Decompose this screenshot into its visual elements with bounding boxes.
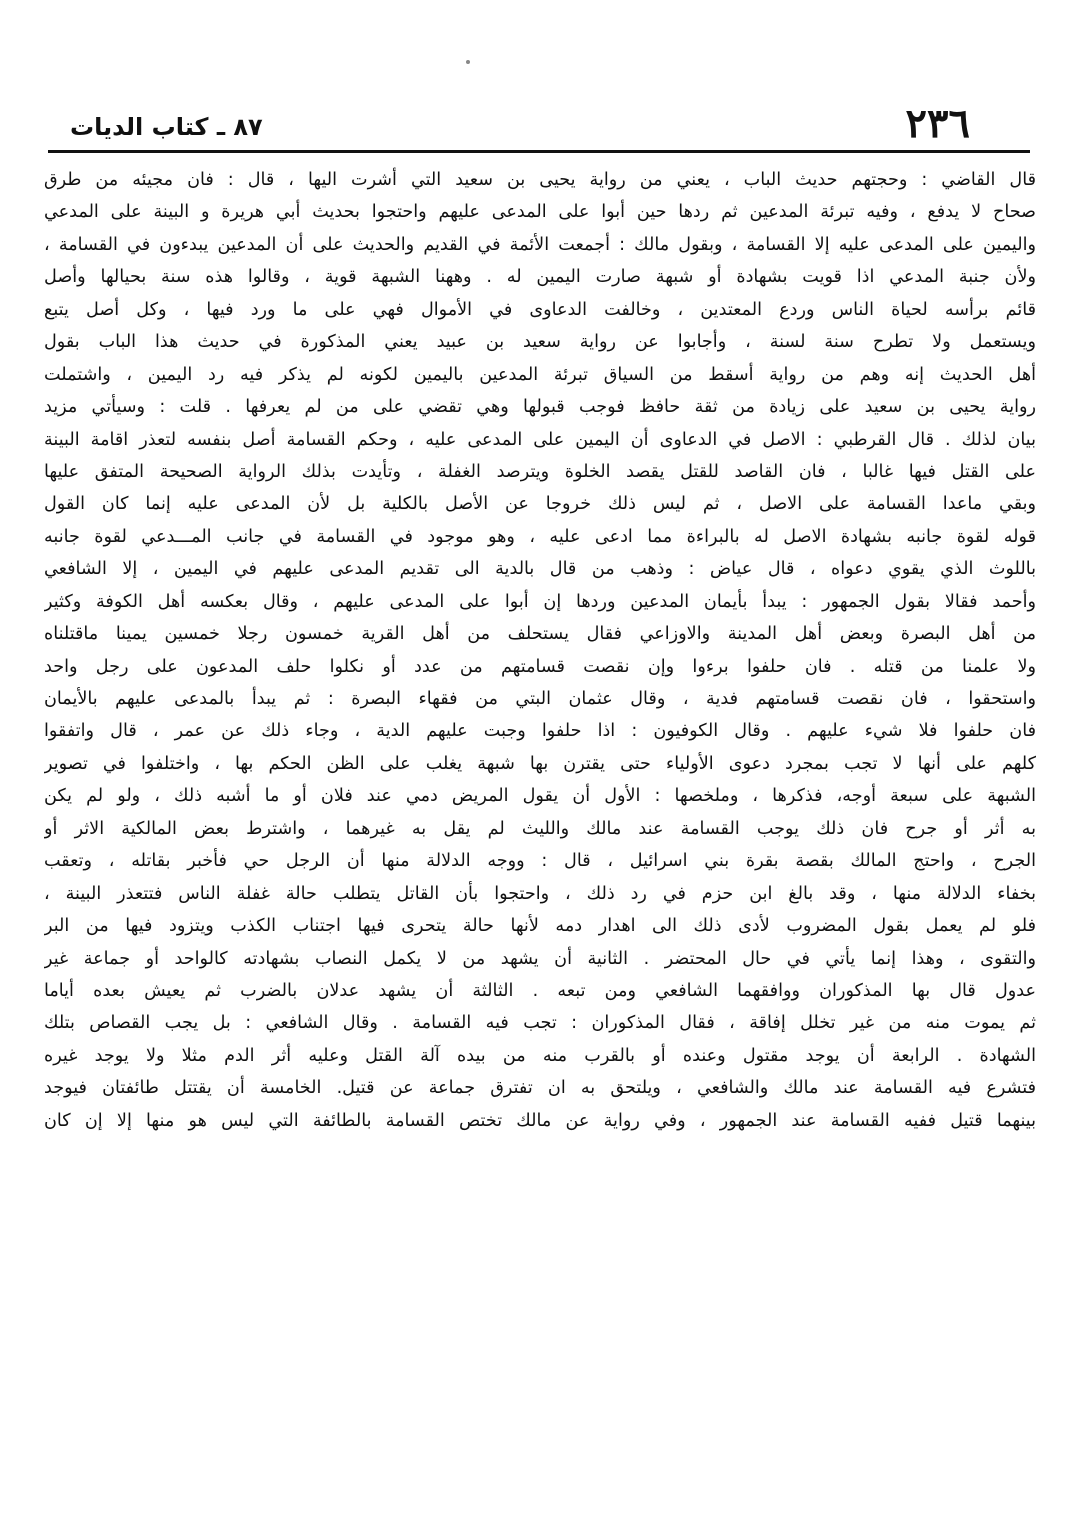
text-line: ويستعمل ولا تطرح سنة لسنة ، وأجابوا عن رواية سعيد بن عبيد يعني المذكورة في حديث هذا الباب بقول: [44, 332, 1036, 353]
text-line: به أثر أو جرح فان ذلك يوجب القسامة عند مالك والليث لم يقل به غيرهما ، واشترط بعض المالكية الاثر أو: [44, 818, 1036, 839]
text-line: بينهما قتيل ففيه القسامة عند الجمهور ، وفي رواية عن مالك تختص القسامة بالطائفة التي ليس هو منها إلا إن كان: [44, 1110, 1036, 1131]
text-line: واليمين على المدعى عليه إلا القسامة ، وبقول مالك : أجمعت الأئمة في القديم والحديث على أن المدعين يبدءون في القسامة ،: [44, 234, 1036, 255]
text-line: ولا علمنا من قتله . فان حلفوا برءوا وإن نقصت قسامتهم من عدد أو نكلوا حلف المدعون على رجل واحد: [44, 656, 1036, 677]
text-line: فان حلفوا فلا شيء عليهم . وقال الكوفيون : اذا حلفوا وجبت عليهم الدية ، وجاء ذلك عن عمر ، قال واتفقوا: [44, 721, 1036, 742]
page-header: [40, 100, 1040, 152]
text-line: صحاح لا يدفع ، وفيه تبرئة المدعين ثم ردها حين أبوا على المدعى عليهم واحتجوا بحديث أبي هريرة و البينة على المدعي: [44, 202, 1036, 223]
page-number: ٢٣٦: [905, 100, 970, 147]
running-title: ٨٧ ـ كتاب الديات: [70, 113, 263, 141]
text-line: قائم برأسه لحياة الناس وردع المعتدين ، وخالفت الدعاوى في الأموال فهي على ما ورد فيها ، وكل أصل يتبع: [44, 299, 1036, 320]
scan-speck: [466, 60, 470, 64]
text-line: وأحمد فقالا بقول الجمهور : يبدأ بأيمان المدعين وردها إن أبوا على المدعى عليهم ، وقال بعكسه أهل الكوفة وكثير: [44, 591, 1036, 612]
text-line: الجرح ، واحتج المالك بقصة بقرة بني اسرائيل ، قال : ووجه الدلالة منها أن الرجل حي فأخبر بقاتله ، وتعقب: [44, 851, 1036, 872]
text-line: بخفاء الدلالة منها ، وقد بالغ ابن حزم في رد ذلك ، واحتجوا بأن القاتل يتطلب حالة غفلة الناس فتتعذر البينة ،: [44, 883, 1036, 904]
text-line: واستحقوا ، فان نقصت قسامتهم فدية ، وقال عثمان البتي من فقهاء البصرة : ثم يبدأ بالمدعى عليهم بالأيمان: [44, 689, 1036, 709]
text-line: فلو لم يعمل بقول المضروب لأدى ذلك الى اهدار دمه لأنها حالة يتحرى فيها اجتناب الكذب ويتزود فيها من البر: [44, 916, 1036, 937]
text-line: قال القاضي : وحجتهم حديث الباب ، يعني من رواية يحيى بن سعيد التي أشرت اليها ، قال : فان مجيئه من طرق: [44, 170, 1036, 190]
text-line: باللوث الذي يقوي دعواه ، قال عياض : وذهب من قال بالدية الى تقديم المدعى عليهم في اليمين ، إلا الشافعي: [44, 559, 1036, 580]
body-text: [40, 164, 1040, 1137]
text-line: قوله لقوة جانبه بشهادة الاصل له بالبراءة مما ادعى عليه ، وهو موجود في القسامة في جانب المـــدعي لقوة جانبه: [44, 526, 1036, 547]
text-line: من أهل البصرة وبعض أهل المدينة والاوزاعي فقال يستحلف من أهل القرية خمسون رجلا خمسين يمينا ماقتلناه: [44, 624, 1036, 645]
book-page: [40, 100, 1040, 1500]
text-line: الشبهة على سبعة أوجه، فذكرها ، وملخصها : الأول أن يقول المريض دمي عند فلان أو ما أشبه ذلك ، ولو لم يكن: [44, 786, 1036, 807]
text-line: وبقي ماعدا القسامة على الاصل ، ثم ليس ذلك خروجا عن الأصل بالكلية بل لأن المدعى عليه إنما كان القول: [44, 494, 1036, 515]
text-line: أهل الحديث إنه وهم من رواية أسقط من السياق تبرئة المدعين باليمين لكونه لم يذكر فيه رد اليمين ، واشتملت: [44, 364, 1036, 385]
text-line: والتقوى ، وهذا إنما يأتي في حال المحتضر . الثانية أن يشهد من لا يكمل النصاب بشهادته كالواحد أو جماعة غير: [44, 948, 1036, 969]
text-line: فتشرع فيه القسامة عند مالك والشافعي ، ويلتحق به ان تفترق جماعة عن قتيل. الخامسة أن يقتتل طائفتان فيوجد: [44, 1078, 1036, 1099]
text-line: بيان لذلك . قال القرطبي : الاصل في الدعاوى أن اليمين على المدعى عليه ، وحكم القسامة أصل بنفسه لتعذر اقامة البينة: [44, 429, 1036, 450]
text-line: ثم يموت منه من غير تخلل إفاقة ، فقال المذكوران : تجب فيه القسامة . وقال الشافعي : بل يجب القصاص بتلك: [44, 1013, 1036, 1034]
text-line: كلهم على أنها لا تجب بمجرد دعوى الأولياء حتى يقترن بها شبهة يغلب على الظن الحكم بها ، واختلفوا في تصوير: [44, 753, 1036, 774]
text-line: على القتل فيها غالبا ، فان القاصد للقتل يقصد الخلوة ويترصد الغفلة ، وتأيدت بذلك الرواية الصحيحة المتفق عليها: [44, 461, 1036, 482]
header-rule: [48, 150, 1030, 153]
text-line: ولأن جنبة المدعي اذا قويت بشهادة أو شبهة صارت اليمين له . وههنا الشبهة قوية ، وقالوا هذه سنة بحيالها وأصل: [44, 267, 1036, 288]
text-line: الشهادة . الرابعة أن يوجد مقتول وعنده أو بالقرب منه من بيده آلة القتل وعليه أثر الدم مثلا ولا يوجد غيره: [44, 1045, 1036, 1066]
text-line: رواية يحيى بن سعيد على زيادة من ثقة حافظ فوجب قبولها وهي تقضي على من لم يعرفها . قلت : وسيأتي مزيد: [44, 397, 1036, 418]
text-line: عدول قال بها المذكوران ووافقهما الشافعي ومن تبعه . الثالثة أن يشهد عدلان بالضرب ثم يعيش بعده أياما: [44, 980, 1036, 1001]
